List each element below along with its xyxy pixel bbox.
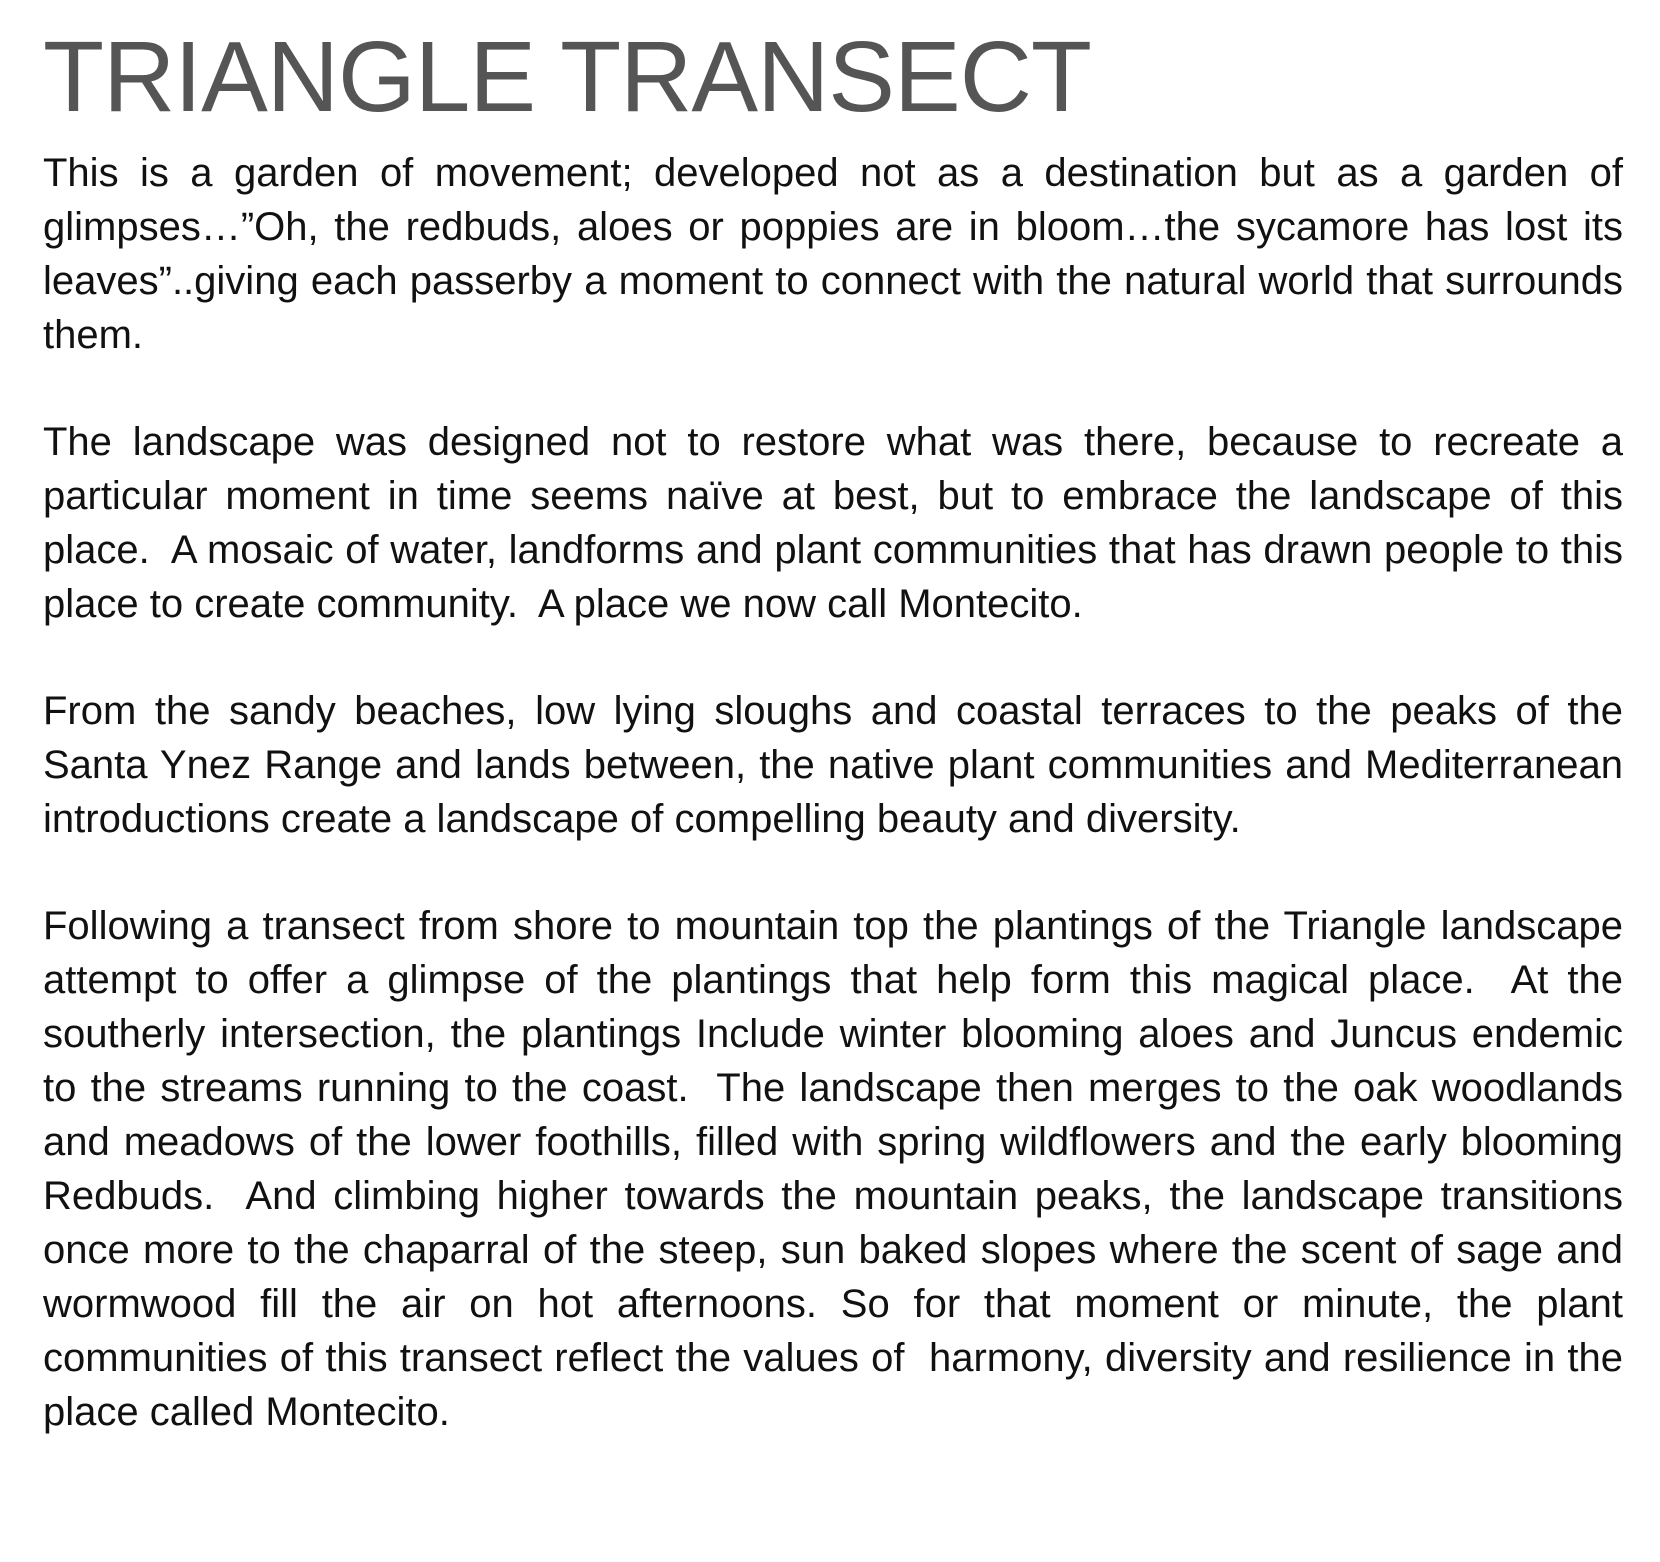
- paragraph-2: The landscape was designed not to restore what was there, because to recreate a particular moment in time seems naïve at best, but to embrace the landscape of this place. A mosaic of water, landforms and plant communities that has drawn people to this place to create community. A place we now call Montecito.: [43, 420, 1635, 626]
- document-page: [43, 21, 1646, 1492]
- page-title: TRIANGLE TRANSECT: [43, 21, 1091, 133]
- paragraph-4: Following a transect from shore to mountain top the plantings of the Triangle landscape attempt to offer a glimpse of the plantings that help form this magical place. At the southerly intersection, the plantings Include winter blooming aloes and Juncus endemic to the streams running to the coast. The landscape then merges to the oak woodlands and meadows of the lower foothills, filled with spring wildflowers and the early blooming Redbuds. And climbing higher towards the mountain peaks, the landscape transitions once more to the chaparral of the steep, sun baked slopes where the scent of sage and wormwood fill the air on hot afternoons. So for that moment or minute, the plant communities of this transect reflect the values of harmony, diversity and resilience in the place called Montecito.: [43, 904, 1635, 1434]
- paragraph-1: This is a garden of movement; developed not as a destination but as a garden of glimpses…”Oh, the redbuds, aloes or poppies are in bloom…the sycamore has lost its leaves”..giving each passerby a moment to connect with the natural world that surrounds them.: [43, 151, 1646, 357]
- paragraph-3: From the sandy beaches, low lying sloughs and coastal terraces to the peaks of the Santa Ynez Range and lands between, the native plant communities and Mediterranean introductions create a landscape of compelling beauty and diversity.: [43, 689, 1635, 841]
